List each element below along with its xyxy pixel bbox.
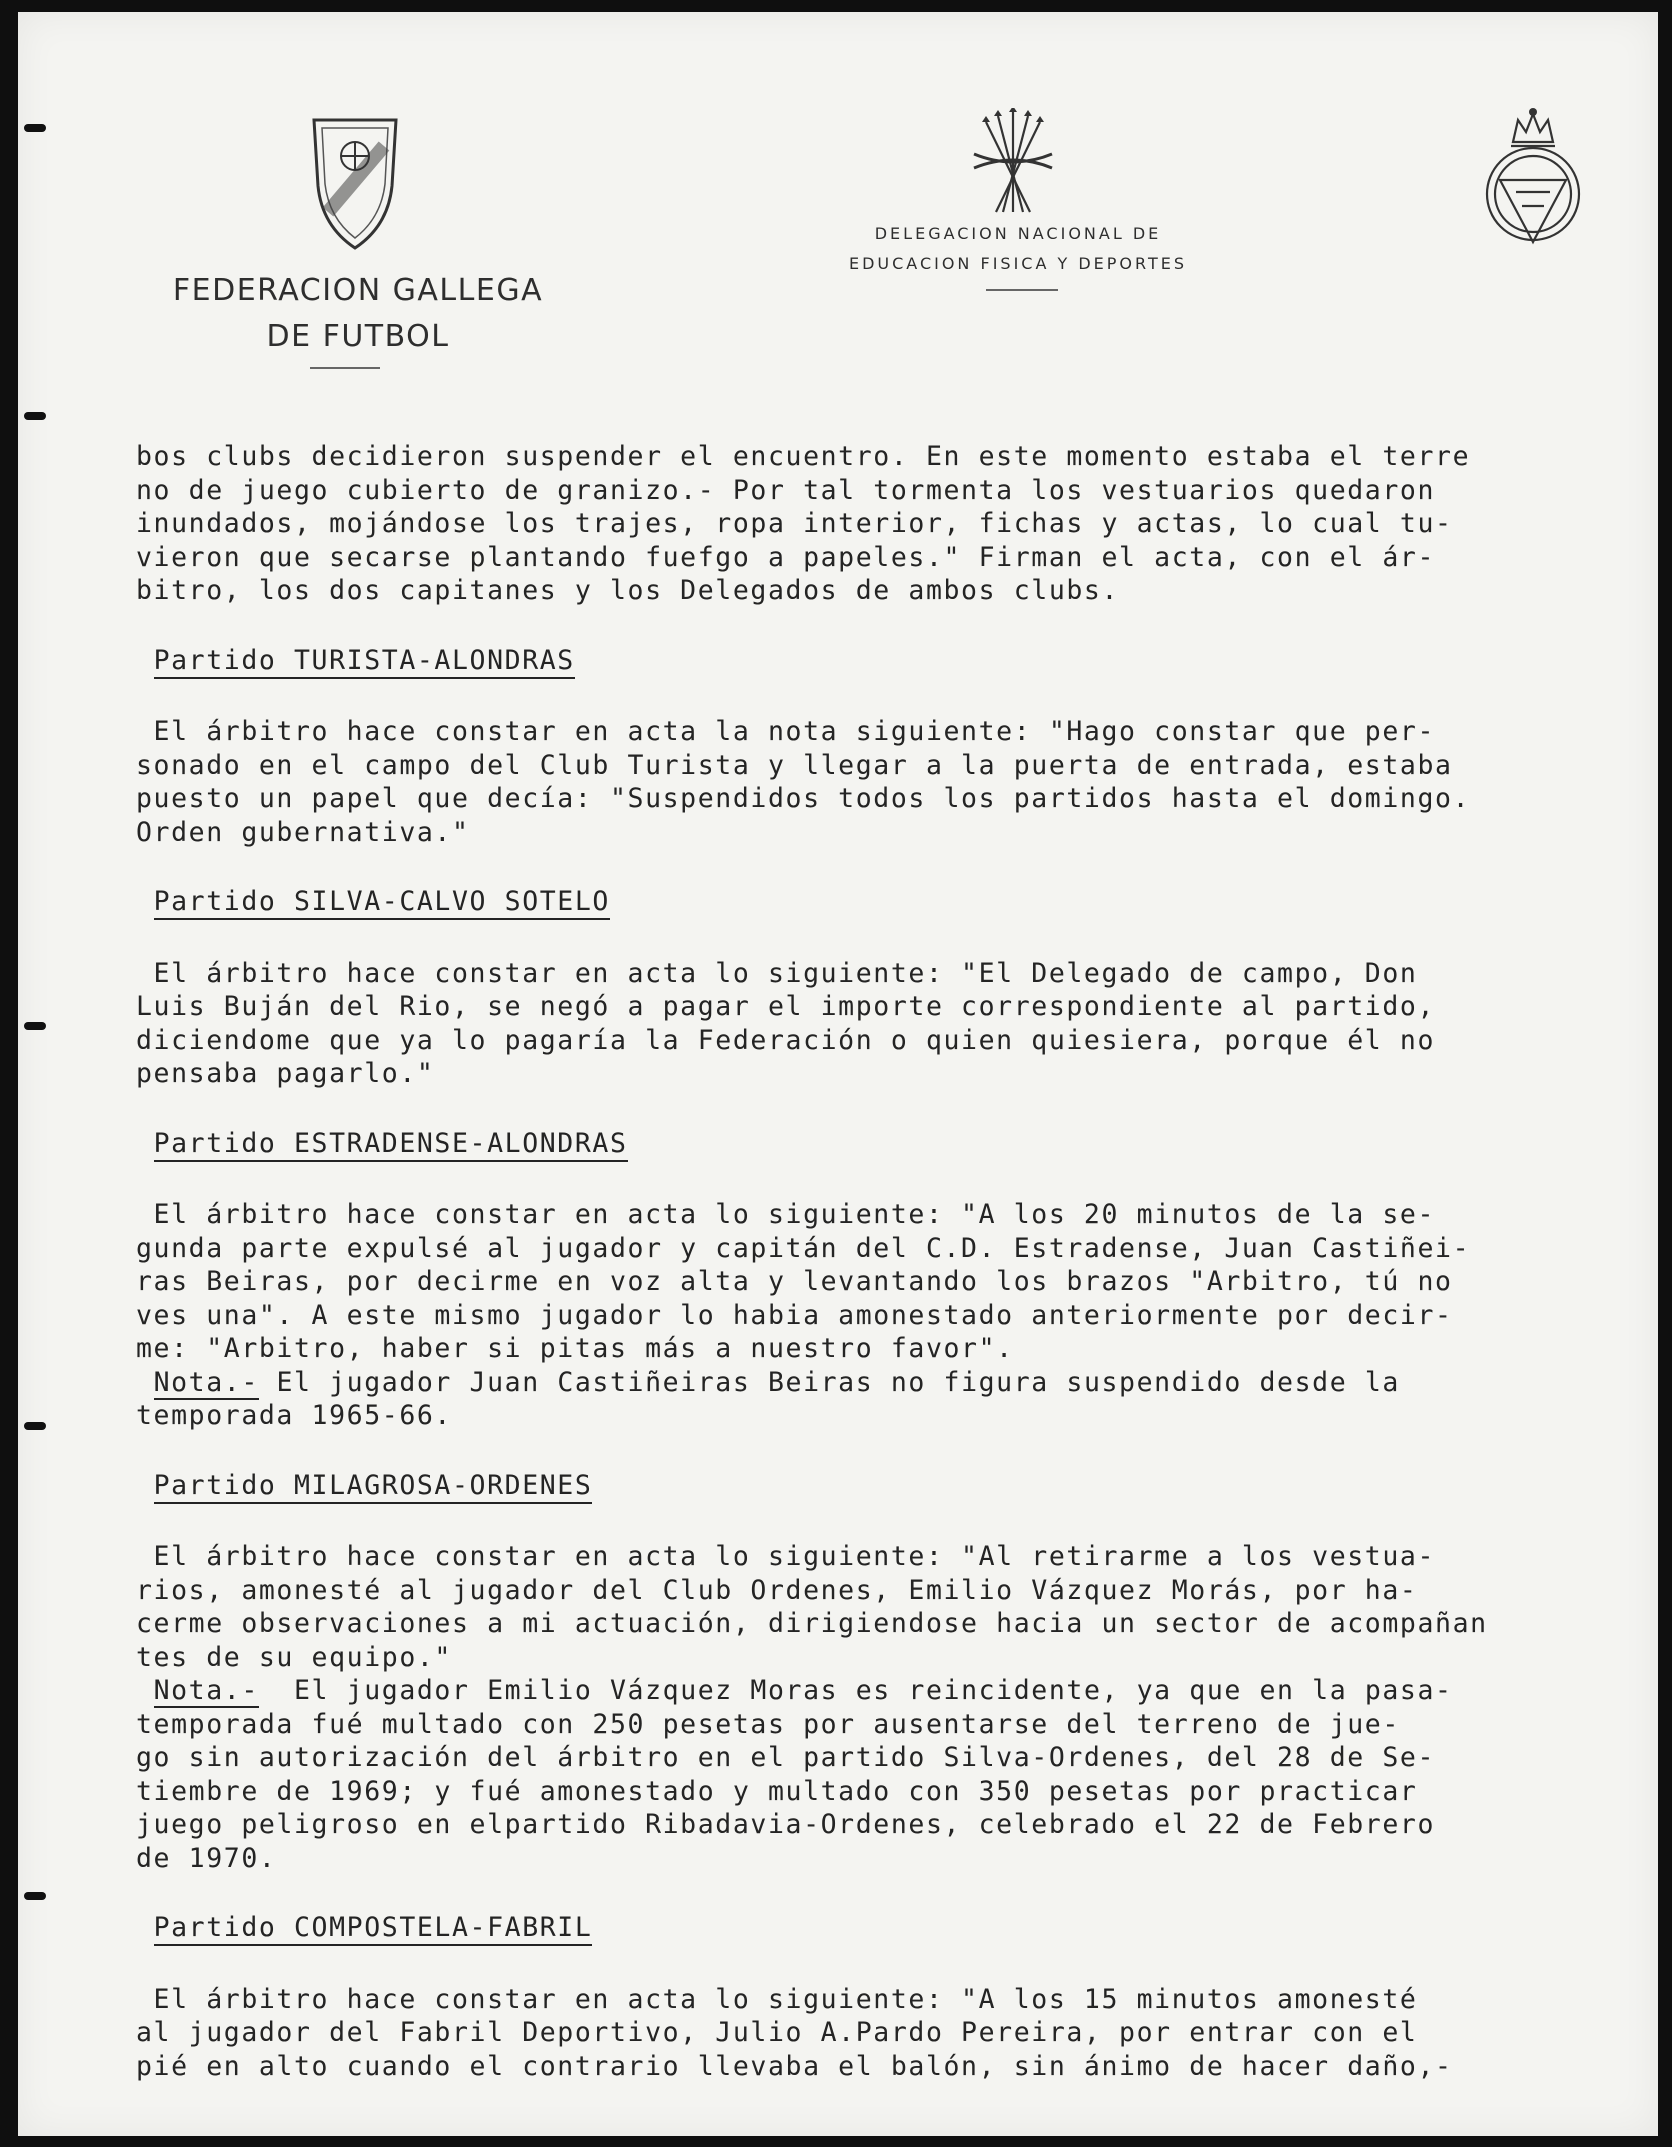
text-line: temporada 1965-66. <box>136 1400 452 1431</box>
document-body <box>136 440 1656 2083</box>
punch-hole-mark <box>24 412 46 420</box>
header-divider <box>310 367 380 369</box>
intro-paragraph <box>136 440 1656 608</box>
text-line: Orden gubernativa." <box>136 816 470 848</box>
text-line: go sin autorización del árbitro en el partido Silva-Ordenes, del 28 de Se- <box>136 1742 1436 1773</box>
text-line: sonado en el campo del Club Turista y llegar a la puerta de entrada, estaba <box>136 749 1453 781</box>
federation-name: FEDERACION GALLEGA DE FUTBOL <box>172 273 544 354</box>
text-line: no de juego cubierto de granizo.- Por tal tormenta los vestuarios quedaron <box>136 474 1436 506</box>
delegation-name-line-1: DELEGACION NACIONAL DE <box>874 224 1162 243</box>
text-line: El árbitro hace constar en acta lo siguiente: "Al retirarme a los vestua- <box>136 1541 1436 1572</box>
text-line: pensaba pagarlo." <box>136 1058 435 1089</box>
punch-hole-mark <box>24 1422 46 1430</box>
text-line: bitro, los dos capitanes y los Delegados de ambos clubs. <box>136 575 1120 606</box>
punch-hole-mark <box>24 1022 46 1030</box>
text-line: diciendome que ya lo pagaría la Federación o quien quiesiera, porque él no <box>136 1024 1436 1056</box>
header-divider <box>986 289 1058 291</box>
match-section <box>136 885 1656 1091</box>
match-heading: Partido ESTRADENSE-ALONDRAS <box>136 1127 628 1161</box>
match-heading: Partido COMPOSTELA-FABRIL <box>136 1911 592 1945</box>
text-line: El árbitro hace constar en acta lo siguiente: "A los 15 minutos amonesté <box>136 1983 1418 2015</box>
text-line: El árbitro hace constar en acta la nota siguiente: "Hago constar que per- <box>136 716 1436 747</box>
text-line: rios, amonesté al jugador del Club Ordenes, Emilio Vázquez Morás, por ha- <box>136 1574 1418 1606</box>
note-label: Nota.- <box>153 1675 259 1706</box>
text-line: temporada fué multado con 250 pesetas por ausentarse del terreno de jue- <box>136 1708 1400 1740</box>
match-heading: Partido SILVA-CALVO SOTELO <box>136 885 610 919</box>
text-line: juego peligroso en elpartido Ribadavia-Ordenes, celebrado el 22 de Febrero <box>136 1809 1436 1840</box>
match-heading: Partido TURISTA-ALONDRAS <box>136 644 575 678</box>
text-line: vieron que secarse plantando fuefgo a papeles." Firman el acta, con el ár- <box>136 541 1436 573</box>
match-section <box>136 1911 1656 2083</box>
paper-sheet <box>18 12 1658 2136</box>
text-line: cerme observaciones a mi actuación, dirigiendose hacia un sector de acompañan <box>136 1608 1488 1639</box>
royal-federation-crest-logo <box>1478 102 1588 252</box>
federation-shield-logo <box>308 116 402 252</box>
note-label: Nota.- <box>153 1366 259 1398</box>
note-line: Nota.- El jugador Emilio Vázquez Moras es reincidente, ya que en la pasa- <box>153 1675 1453 1706</box>
note-line: Nota.- El jugador Juan Castiñeiras Beiras no figura suspendido desde la <box>153 1366 1400 1398</box>
text-line: Luis Buján del Rio, se negó a pagar el importe correspondiente al partido, <box>136 991 1436 1022</box>
text-line: ras Beiras, por decirme en voz alta y levantando los brazos "Arbitro, tú no <box>136 1266 1453 1297</box>
punch-hole-mark <box>24 1892 46 1900</box>
text-line: bos clubs decidieron suspender el encuentro. En este momento estaba el terre <box>136 441 1471 472</box>
text-line: gunda parte expulsé al jugador y capitán del C.D. Estradense, Juan Castiñei- <box>136 1232 1471 1264</box>
letterhead <box>18 12 1658 392</box>
text-line: inundados, mojándose los trajes, ropa interior, fichas y actas, lo cual tu- <box>136 508 1453 539</box>
text-line: al jugador del Fabril Deportivo, Julio A.Pardo Pereira, por entrar con el <box>136 2017 1418 2048</box>
text-line: puesto un papel que decía: "Suspendidos todos los partidos hasta el domingo. <box>136 783 1471 814</box>
match-heading: Partido MILAGROSA-ORDENES <box>136 1469 592 1503</box>
text-line: me: "Arbitro, haber si pitas más a nuestro favor". <box>136 1333 1014 1364</box>
match-section <box>136 644 1656 850</box>
text-line: El árbitro hace constar en acta lo siguiente: "El Delegado de campo, Don <box>136 957 1418 989</box>
text-line: de 1970. <box>136 1842 277 1874</box>
text-line: ves una". A este mismo jugador lo habia amonestado anteriormente por decir- <box>136 1299 1453 1331</box>
match-section <box>136 1469 1656 1876</box>
text-line: El árbitro hace constar en acta lo siguiente: "A los 20 minutos de la se- <box>136 1199 1436 1230</box>
delegation-name-line-2: EDUCACION FISICA Y DEPORTES <box>848 254 1188 273</box>
text-line: tes de su equipo." <box>136 1641 452 1673</box>
yoke-and-arrows-emblem <box>968 108 1058 218</box>
text-line: pié en alto cuando el contrario llevaba el balón, sin ánimo de hacer daño,- <box>136 2050 1453 2082</box>
match-section <box>136 1127 1656 1433</box>
text-line: tiembre de 1969; y fué amonestado y multado con 350 pesetas por practicar <box>136 1775 1418 1807</box>
